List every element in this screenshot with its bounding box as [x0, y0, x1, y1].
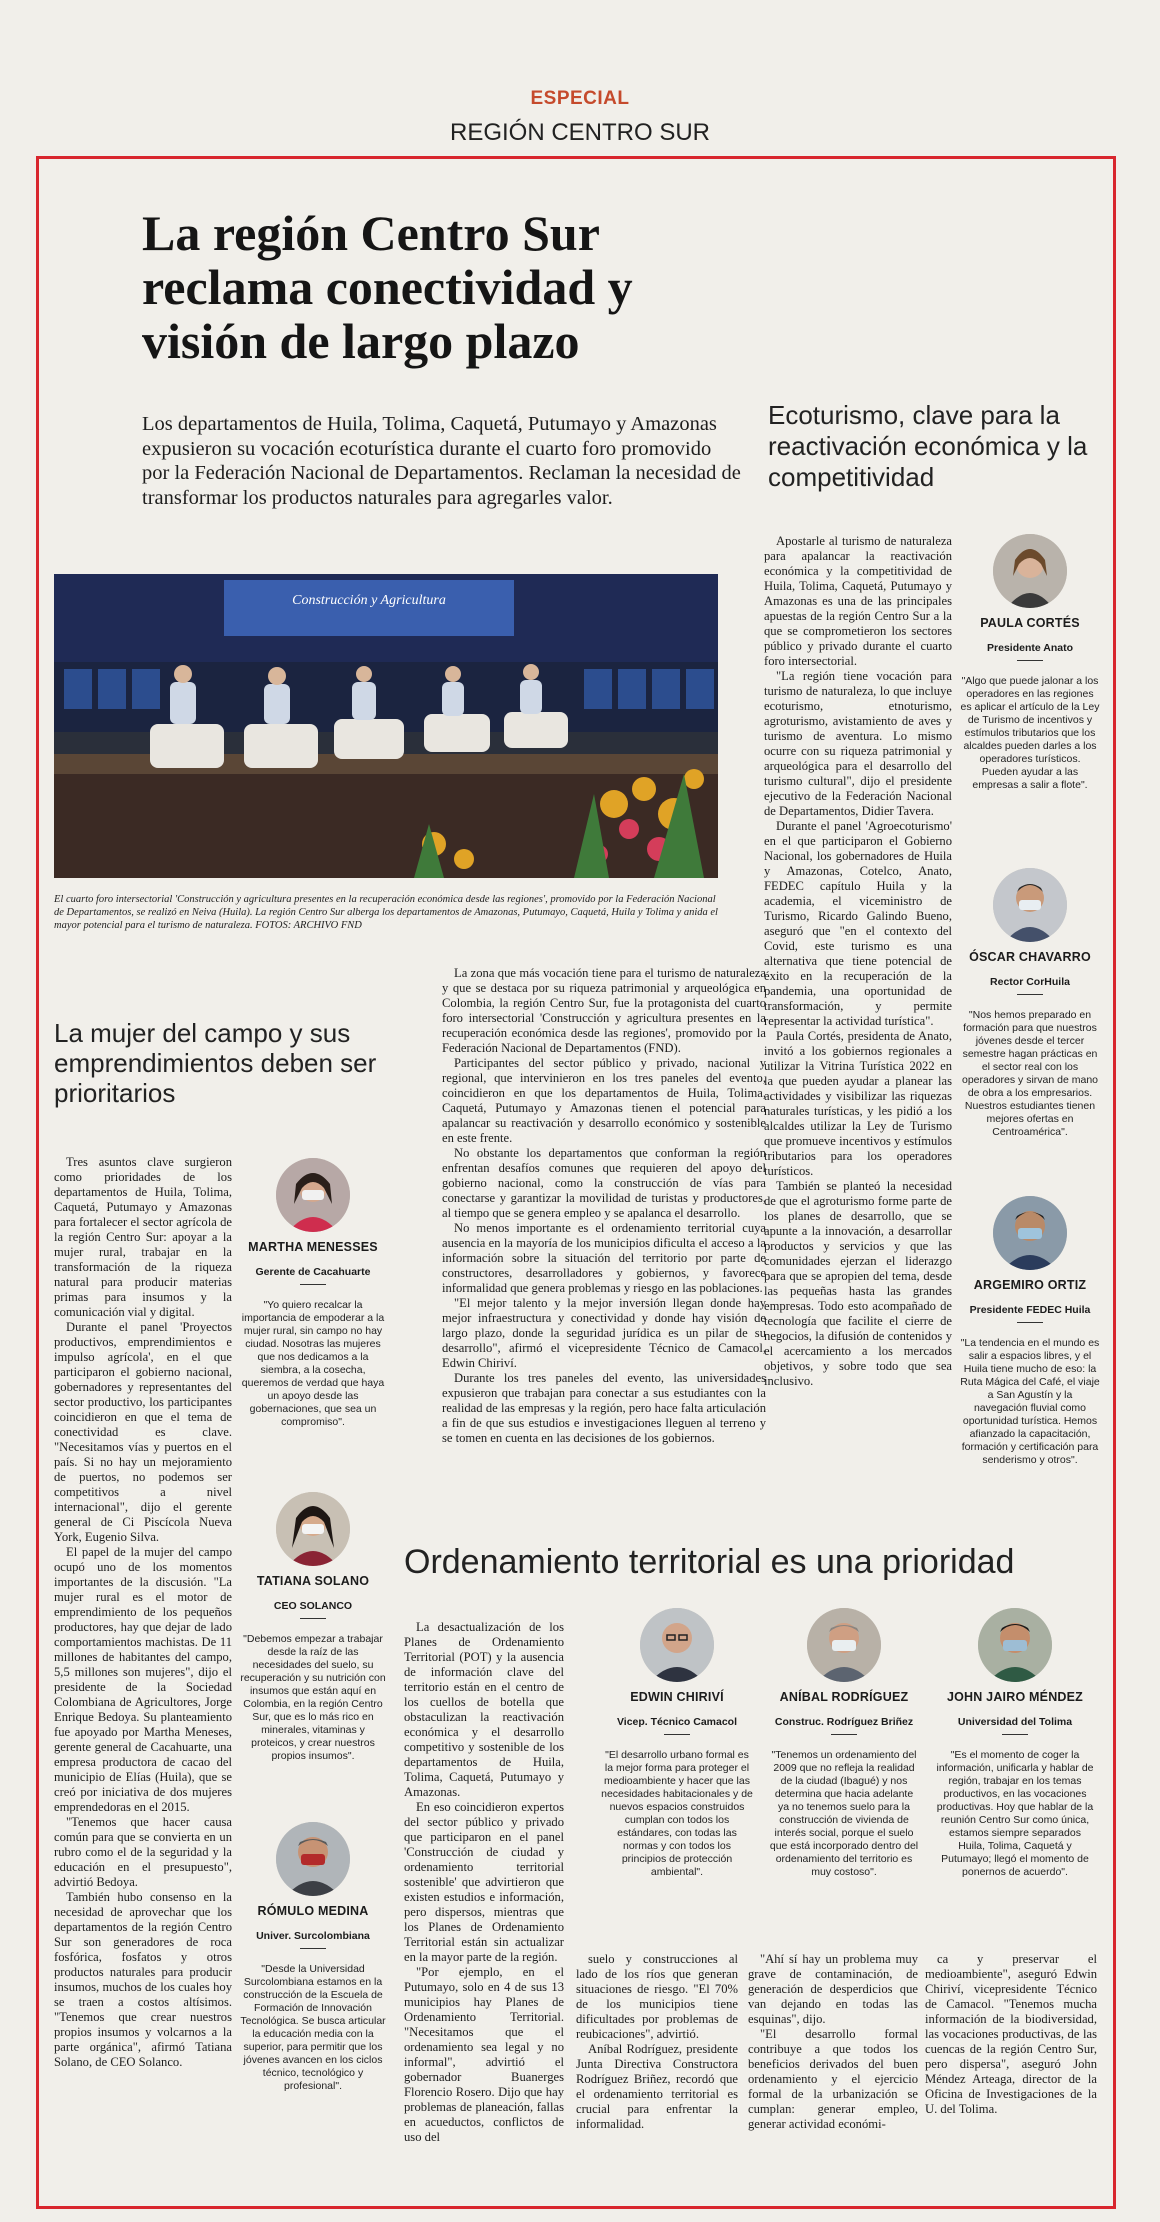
profile-quote: "El desarrollo urbano formal es la mejor forma para proteger el medioambiente y hacer que las necesidades habitacionales y de nuevos espacios construidos cumplan con todos los estándares, con todas las normas y con todos los principios de protección ambiental". [601, 1749, 753, 1878]
mujer-paragraph: "Tenemos que hacer causa común para que se convierta en un rubro como el de la seguridad y la educación en el presupuesto", advirtió Bedoya. [54, 1815, 232, 1889]
profile-name: EDWIN CHIRIVÍ [630, 1690, 724, 1704]
middle-paragraph: La zona que más vocación tiene para el turismo de naturaleza y que se destaca por su riqueza patrimonial y arqueológica en Colombia, la región Centro Sur, fue la protagonista del cuarto foro intersectorial 'Construcción y agricultura presentes en la recuperación económica desde las regiones', promovido por la Federación Nacional de Departamentos (FND). [442, 966, 766, 1055]
middle-paragraph: Durante los tres paneles del evento, las universidades expusieron que trabajan para conectar a sus estudiantes con la realidad de las empresas y la región, pero hace falta articulación a fin de que sus estudios e investigaciones lleguen al terreno y se tomen en cuenta en las decisiones de los gobiernos. [442, 1371, 766, 1445]
profile-name: ARGEMIRO ORTIZ [973, 1278, 1087, 1292]
ordenamiento-paragraph: En eso coincidieron expertos del sector público y privado que participaron en el panel 'Construcción de ciudad y ordenamiento territorial sostenible' que advirtieron que existen estudios e información, pero dispersos, mientras que los Planes de Ordenamiento Territorial están sin actualizar en la mayor parte de la región. [404, 1800, 564, 1964]
mujer-paragraph: El papel de la mujer del campo ocupó uno de los momentos importantes de la discusión. "La mujer rural es el motor de emprendimiento de los pequeños productores, hay que dejar de lado comportamientos machistas. De 11 millones de habitantes del campo, 5,5 millones son mujeres", dijo el presidente de la Sociedad Colombiana de Agricultores, Jorge Enrique Bedoya. Su planteamiento fue apoyado por Martha Meneses, gerente general de Cacahuarte, una empresa productora de cacao del municipio de Elías (Huila), que se creó por iniciativa de dos mujeres emprendedoras en el 2015. [54, 1545, 232, 1814]
avatar [978, 1608, 1052, 1682]
mujer-body [54, 1155, 232, 2070]
ecoturismo-paragraph: También se planteó la necesidad de que el agroturismo forme parte de los planes de desarrollo, que se apunte a la innovación, a desarrollar productos y servicios y que las comunidades ejerzan el liderazgo para que se apropien del tema, desde las pequeñas hasta las grandes empresas. Todo esto acompañado de tecnología que facilite el cierre de negocios, la difusión de contenidos y el acercamiento a los mercados objetivos, y sobre todo que sea inclusivo. [764, 1179, 952, 1388]
avatar [807, 1608, 881, 1682]
middle-paragraph: No menos importante es el ordenamiento territorial cuya ausencia en la mayoría de los municipios dificulta el acceso a la información sobre la situación del territorio por parte de constructores, desarrolladores y gobiernos, y favorece informalidad que genera problemas y riesgo en las poblaciones. [442, 1221, 766, 1295]
avatar [276, 1158, 350, 1232]
profile-paula [960, 534, 1100, 792]
ordenamiento-paragraph: suelo y construcciones al lado de los ríos que generan situaciones de riesgo. "El 70% de los municipios tiene dificultades por problemas de reubicaciones", advirtió. [576, 1952, 738, 2041]
ordenamiento-paragraph: "Ahí sí hay un problema muy grave de contaminación, de generación de desperdicios que van dejando en todas las esquinas", dijo. [748, 1952, 918, 2026]
profile-role: Presidente FEDEC Huila [969, 1304, 1091, 1316]
profile-role: CEO SOLANCO [273, 1600, 353, 1612]
profile-quote: "Yo quiero recalcar la importancia de empoderar a la mujer rural, sin campo no hay ciudad. Nosotras las mujeres que nos dedicamos a la siembra, a la cosecha, queremos de verdad que haya un apoyo desde las gobernaciones, que sea un compromiso". [241, 1299, 385, 1428]
ecoturismo-paragraph: Durante el panel 'Agroecoturismo' en el que participaron el Gobierno Nacional, los gobernadores de Huila y Amazonas, Cotelco, Anato, FEDEC capítulo Huila y la academia, el viceministro de Turismo, Ricardo Galindo Bueno, aseguró que "en el contexto del Covid, este turismo es una alternativa que tiene potencial de éxito en la recuperación de la pandemia, una oportunidad de transformación, y permite representar la actividad turística". [764, 819, 952, 1028]
mujer-paragraph: También hubo consenso en la necesidad de aprovechar que los departamentos de la región Centro Sur son generadores de roca fosfórica, fosfatos y otros productos naturales para producir insumos, muchos de los cuales hoy se traen a costos altísimos. "Tenemos que crear nuestros propios insumos y volcarnos a la parte orgánica", afirmó Tatiana Solano, de CEO Solanco. [54, 1890, 232, 2069]
profile-argemiro [960, 1196, 1100, 1467]
avatar [993, 534, 1067, 608]
ordenamiento-paragraph: Aníbal Rodríguez, presidente Junta Directiva Constructora Rodríguez Briñez, recordó que el ordenamiento territorial es crucial para enfrentar la informalidad. [576, 2042, 738, 2131]
avatar [993, 868, 1067, 942]
photo-caption: El cuarto foro intersectorial 'Construcción y agricultura presentes en la recuperación económica desde las regiones', promovido por la Federación Nacional de Departamentos, se realizó en Neiva (Huila). La región Centro Sur alberga los departamentos de Amazonas, Putumayo, Caquetá, Huila y Tolima y anida el mayor potencial para el turismo de naturaleza. FOTOS: ARCHIVO FND [54, 894, 718, 931]
mujer-paragraph: Tres asuntos clave surgieron como prioridades de los departamentos de Huila, Tolima, Caquetá, Putumayo y Amazonas para fortalecer el sector agrícola de la región Centro Sur: apoyar a la mujer rural, trabajar en la transformación de la riqueza natural para producir materias primas para insumos y la comunicación vial y digital. [54, 1155, 232, 1319]
lead-paragraph: Los departamentos de Huila, Tolima, Caquetá, Putumayo y Amazonas expusieron su vocación ecoturística durante el cuarto foro promovido por la Federación Nacional de Departamentos. Reclaman la necesidad de transformar los productos naturales para agregarles valor. [142, 413, 741, 509]
section-label: ESPECIAL [530, 88, 630, 109]
ordenamiento-col-2 [576, 1952, 738, 2132]
profile-role: Rector CorHuila [990, 976, 1070, 988]
profile-name: RÓMULO MEDINA [257, 1904, 369, 1918]
profile-martha [238, 1158, 388, 1429]
profile-role: Universidad del Tolima [957, 1716, 1073, 1728]
profile-john [935, 1608, 1095, 1879]
photo-banner-text: Construcción y Agricultura [292, 593, 446, 608]
middle-article-body [442, 966, 766, 1446]
profile-name: MARTHA MENESSES [248, 1240, 378, 1254]
profile-role: Univer. Surcolombiana [256, 1930, 370, 1942]
profile-name: JOHN JAIRO MÉNDEZ [946, 1690, 1084, 1704]
avatar [993, 1196, 1067, 1270]
profile-role: Presidente Anato [987, 642, 1073, 654]
profile-tatiana [238, 1492, 388, 1763]
forum-photo [54, 574, 718, 878]
avatar [276, 1822, 350, 1896]
profile-name: ANÍBAL RODRÍGUEZ [779, 1690, 909, 1704]
ordenamiento-col-1 [404, 1620, 564, 2145]
ecoturismo-paragraph: "La región tiene vocación para turismo de naturaleza, lo que incluye ecoturismo, etnoturismo, agroturismo, avistamiento de aves y turismo de aventura. Lo mismo ocurre con su riqueza patrimonial y arqueológica para el desarrollo del turismo cultural", dijo el presidente ejecutivo de la Federación Nacional de Departamentos, Didier Tavera. [764, 669, 952, 818]
avatar [640, 1608, 714, 1682]
profile-name: TATIANA SOLANO [256, 1574, 370, 1588]
ordenamiento-paragraph: La desactualización de los Planes de Ordenamiento Territorial (POT) y la ausencia de información clave del territorio están en el centro de los cuellos de botella que obstaculizan la reactivación económica y el desarrollo competitivo y sostenible de los departamentos de Huila, Tolima, Caquetá, Putumayo y Amazonas. [404, 1620, 564, 1799]
profile-edwin [600, 1608, 754, 1879]
middle-paragraph: "El mejor talento y la mejor inversión llegan donde hay mejor infraestructura y conectividad y donde hay visión de largo plazo, donde la seguridad jurídica es un pilar de su desarrollo", afirmó el vicepresidente Técnico de Camacol, Edwin Chiriví. [442, 1296, 766, 1370]
profile-role: Gerente de Cacahuarte [255, 1266, 371, 1278]
ordenamiento-heading: Ordenamiento territorial es una prioridad [404, 1543, 1015, 1581]
profile-quote: "Nos hemos preparado en formación para que nuestros jóvenes desde el tercer semestre hagan prácticas en el sector real con los operadores y sirvan de mano de obra a los empresarios. Nuestros estudiantes tienen mejores ofertas en Centroamérica". [962, 1009, 1098, 1138]
profile-quote: "Tenemos un ordenamiento del 2009 que no refleja la realidad de la ciudad (Ibagué) y nos determina que hacia adelante ya no tenemos suelo para la construcción de vivienda de interés social, porque el suelo que está incorporado dentro del ordenamiento del territorio es muy costoso". [769, 1749, 919, 1878]
mujer-paragraph: Durante el panel 'Proyectos productivos, emprendimientos e impulso agrícola', en el que participaron el gobierno nacional, gobernadores y representantes del sector productivo, los participantes coincidieron en que el tema de conectividad es clave. "Necesitamos vías y puertos en el país. Si no hay un mejoramiento de puertos, no podemos ser competitivos a nivel internacional", dijo el gerente general de Ci Piscícola Nueva York, Eugenio Silva. [54, 1320, 232, 1544]
ordenamiento-paragraph: ca y preservar el medioambiente", aseguró Edwin Chiriví, vicepresidente Técnico de Camacol. "Tenemos mucha información de la biodiversidad, las vocaciones productivas, de las cuencas de la región Centro Sur, pero dispersa", aseguró John Méndez Arteaga, director de la Oficina de Investigaciones de la U. del Tolima. [925, 1952, 1097, 2116]
profile-name: PAULA CORTÉS [980, 616, 1080, 630]
mujer-heading: La mujer del campo y sus emprendimientos deben ser prioritarios [54, 1018, 377, 1108]
ecoturismo-paragraph: Paula Cortés, presidenta de Anato, invitó a los gobiernos regionales a utilizar la Vitrina Turística 2022 en la que pueden ayudar a planear las actividades y visibilizar las riquezas naturales turísticas, y les pidió a los alcaldes utilizar la Ley de Turismo que promueve incentivos y estímulos tributarios para los operadores turísticos. [764, 1029, 952, 1178]
ordenamiento-col-4 [925, 1952, 1097, 2117]
ordenamiento-col-3 [748, 1952, 918, 2132]
ordenamiento-paragraph: "Por ejemplo, en el Putumayo, solo en 4 de sus 13 municipios hay Planes de Ordenamiento Territorial. "Necesitamos que el ordenamiento sea legal y no informal", advirtió el gobernador Buanerges Florencio Rosero. Dijo que hay problemas de planeación, fallas en acueductos, conflictos de uso del [404, 1965, 564, 2144]
profile-romulo [238, 1822, 388, 2093]
forum-stage-illustration [54, 574, 718, 878]
ecoturismo-heading: Ecoturismo, clave para la reactivación económica y la competitividad [768, 400, 1088, 492]
profile-quote: "La tendencia en el mundo es salir a espacios libres, y el Huila tiene mucho de eso: la Ruta Mágica del Café, el viaje a San Agustín y la navegación fluvial como oportunidad turística. Hemos afianzado la capacitación, formación y certificación para senderismo y otros". [960, 1337, 1100, 1466]
middle-paragraph: Participantes del sector público y privado, nacional y regional, que intervinieron en los tres paneles del evento, coincidieron en que los departamentos de Huila, Tolima, Caquetá, Putumayo y Amazonas tienen el potencial para apalancar su reactivación y desarrollo económico y sostenible en este frente. [442, 1056, 766, 1145]
profile-role: Construc. Rodríguez Briñez [774, 1716, 914, 1728]
ordenamiento-paragraph: "El desarrollo formal contribuye a que todos los beneficios derivados del buen ordenamiento y el ejercicio formal de la urbanización se cumplan: generar empleo, generar actividad económi- [748, 2027, 918, 2131]
profile-quote: "Debemos empezar a trabajar desde la raíz de las necesidades del suelo, su recuperación y su nutrición con insumos que están aquí en Colombia, en la región Centro Sur, que es lo más rico en minerales, vitaminas y proteicos, y crear nuestros propios insumos". [240, 1633, 386, 1762]
profile-role: Vicep. Técnico Camacol [616, 1716, 738, 1728]
headline: La región Centro Sur reclama conectividad y visión de largo plazo [142, 205, 633, 369]
avatar [276, 1492, 350, 1566]
profile-anibal [768, 1608, 920, 1879]
middle-paragraph: No obstante los departamentos que conforman la región enfrentan desafíos comunes que requieren del apoyo del gobierno nacional, como la construcción de vías para conectarse y garantizar la movilidad de turistas y productores, al tiempo que se genera empleo y se apalanca el desarrollo. [442, 1146, 766, 1220]
ecoturismo-paragraph: Apostarle al turismo de naturaleza para apalancar la reactivación económica y la competitividad de Huila, Tolima, Caquetá, Putumayo y Amazonas es una de las principales apuestas de la región Centro Sur a la que se comprometieron los sectores público y privado durante el cuarto foro intersectorial. [764, 534, 952, 668]
profile-name: ÓSCAR CHAVARRO [969, 950, 1091, 964]
profile-quote: "Desde la Universidad Surcolombiana estamos en la construcción de la Escuela de Formación de Innovación Tecnológica. Se busca articular la educación media con la superior, para permitir que los jóvenes avancen en los ciclos técnico, tecnológico y profesional". [240, 1963, 386, 2092]
ecoturismo-body [764, 534, 952, 1389]
profile-quote: "Algo que puede jalonar a los operadores en las regiones es aplicar el artículo de la Ley de Turismo de incentivos y estímulos tributarios que los alcaldes pueden darles a los operadores turísticos. Pueden ayudar a las empresas a salir a flote". [960, 675, 1100, 791]
profile-quote: "Es el momento de coger la información, unificarla y hablar de región, trabajar en los temas productivos, en las vocaciones productivas. Hoy que hablar de la reunión Centro Sur como única, estamos siempre separados Huila, Tolima, Caquetá y Putumayo; llegó el momento de ponernos de acuerdo". [936, 1749, 1094, 1878]
profile-oscar [960, 868, 1100, 1139]
section-subtitle: REGIÓN CENTRO SUR [449, 119, 710, 146]
